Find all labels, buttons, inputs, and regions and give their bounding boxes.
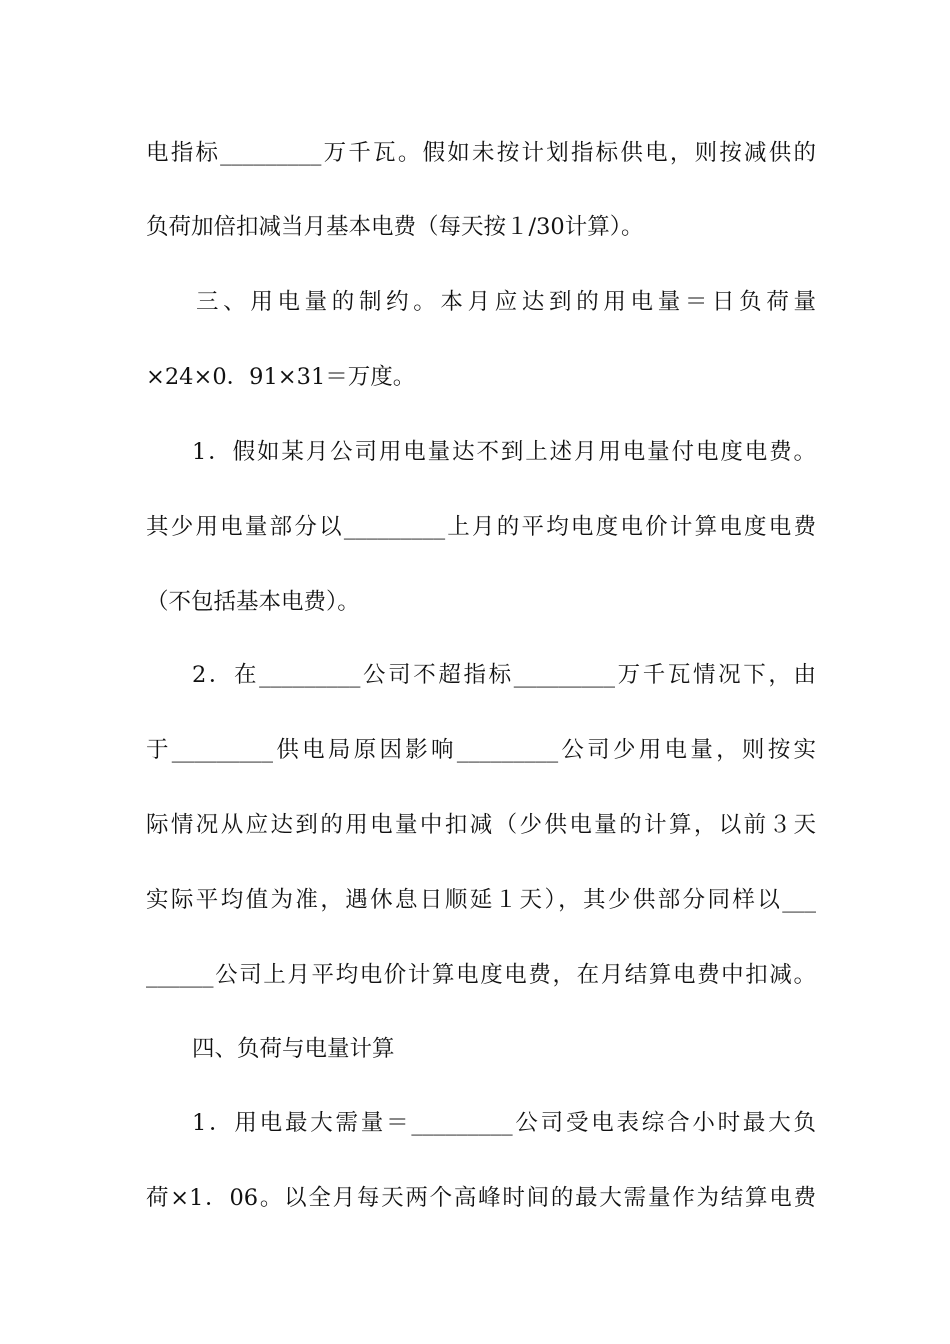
text-line-15: 荷×1．06。以全月每天两个高峰时间的最大需量作为结算电费: [146, 1185, 816, 1211]
text-line-4: ×24×0．91×31＝万度。: [146, 364, 416, 390]
list-item-4-1: 1．用电最大需量＝_________公司受电表综合小时最大负: [192, 1110, 816, 1136]
text-line-11: 实际平均值为准，遇休息日顺延１天），其少供部分同样以___: [146, 887, 816, 913]
section-heading-4: 四、负荷与电量计算: [192, 1036, 395, 1062]
text-line-2: 负荷加倍扣减当月基本电费（每天按１/30计算）。: [146, 214, 644, 240]
text-line-1: 电指标_________万千瓦。假如未按计划指标供电，则按减供的: [146, 140, 816, 166]
text-line-7: （不包括基本电费）。: [146, 589, 360, 615]
text-line-6: 其少用电量部分以_________上月的平均电度电价计算电度电费: [146, 514, 816, 540]
section-heading-3: 三、用电量的制约。本月应达到的用电量＝日负荷量: [196, 289, 816, 315]
text-line-10: 际情况从应达到的用电量中扣减（少供电量的计算，以前３天: [146, 812, 816, 838]
text-line-9: 于_________供电局原因影响_________公司少用电量，则按实: [146, 737, 816, 763]
list-item-1: 1．假如某月公司用电量达不到上述月用电量付电度电费。: [192, 439, 816, 465]
text-line-12: ______公司上月平均电价计算电度电费，在月结算电费中扣减。: [146, 962, 816, 988]
list-item-2: 2．在_________公司不超指标_________万千瓦情况下，由: [192, 662, 816, 688]
